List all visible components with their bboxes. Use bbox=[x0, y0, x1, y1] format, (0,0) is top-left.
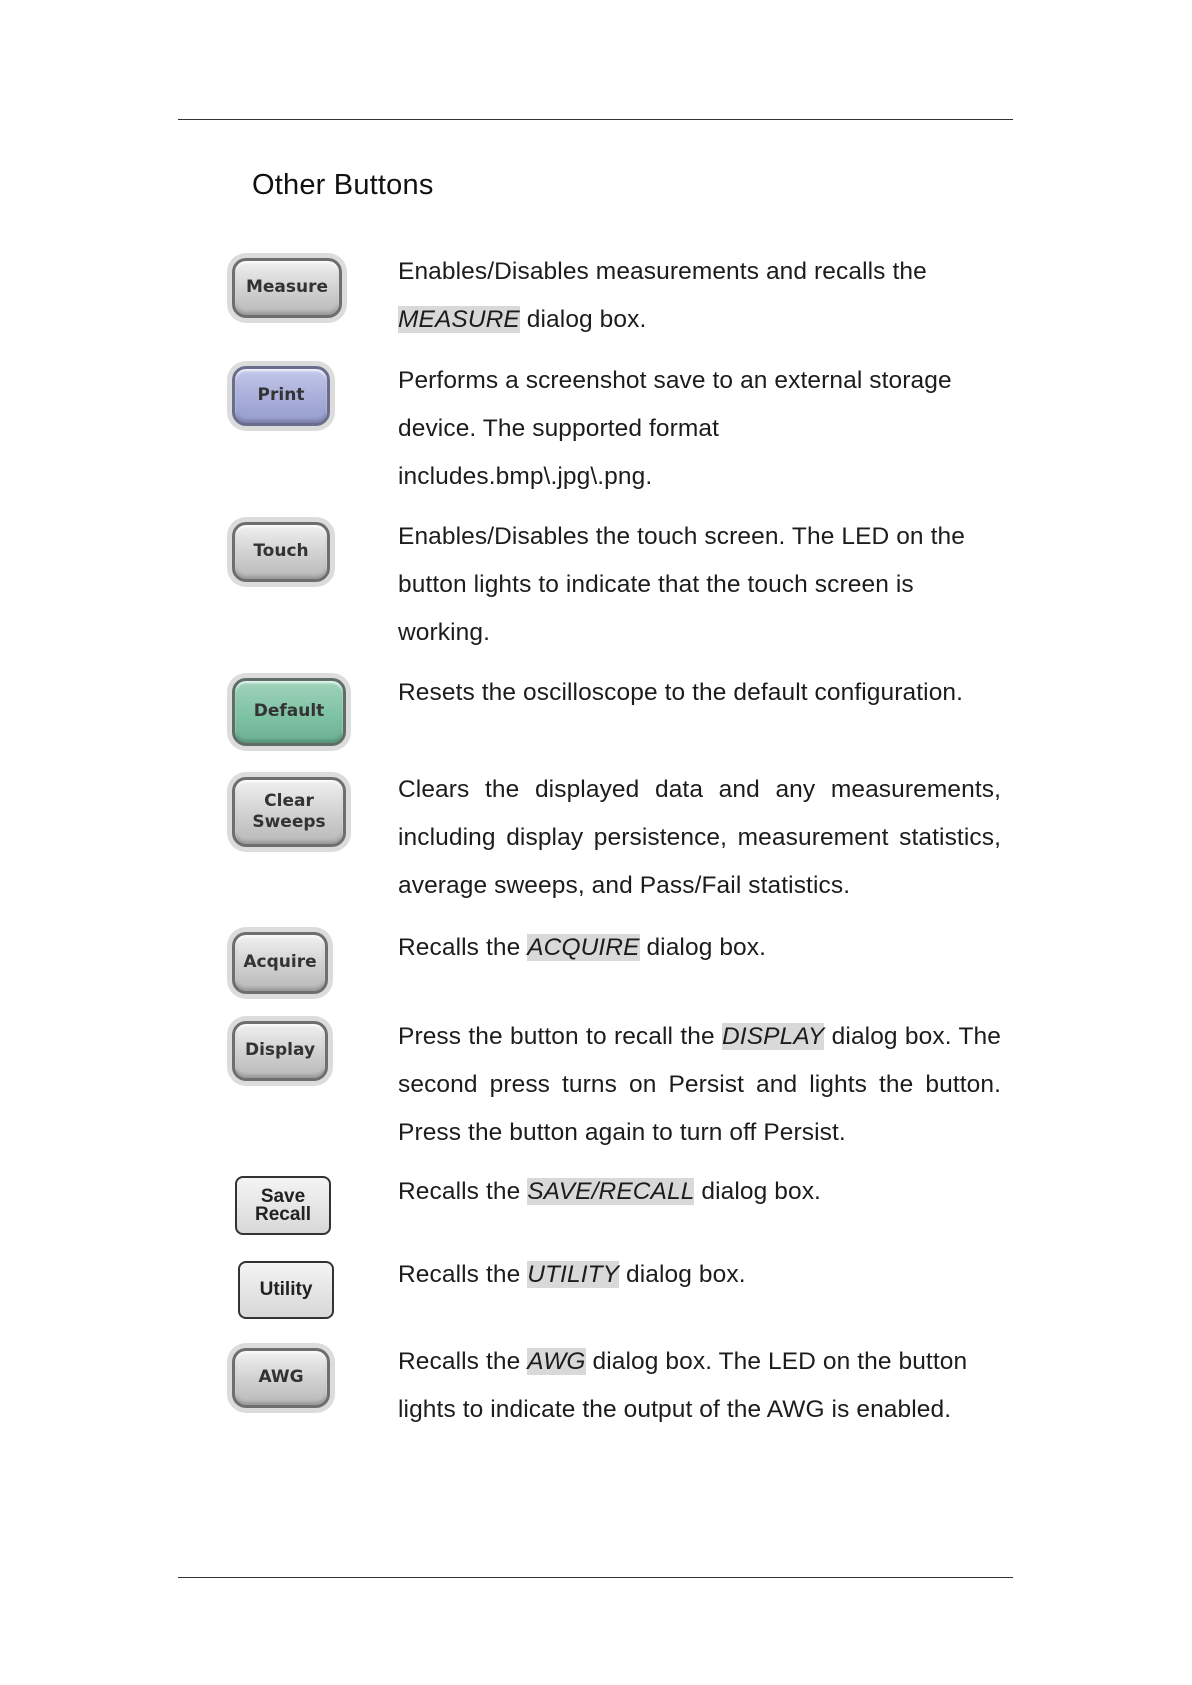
default-button-image: Default bbox=[232, 678, 346, 746]
save-recall-description: Recalls the SAVE/RECALL dialog box. bbox=[398, 1178, 821, 1205]
measure-dialog-term: MEASURE bbox=[398, 306, 520, 333]
acquire-dialog-term: ACQUIRE bbox=[527, 934, 640, 961]
save-recall-dialog-term: SAVE/RECALL bbox=[527, 1178, 695, 1205]
measure-description: Enables/Disables measurements and recalls the MEASURE dialog box. bbox=[398, 258, 927, 333]
footer-rule bbox=[178, 1577, 1013, 1578]
awg-description: Recalls the AWG dialog box. The LED on the button lights to indicate the output of the AWG is enabled. bbox=[398, 1348, 968, 1423]
awg-dialog-term: AWG bbox=[527, 1348, 586, 1375]
measure-button-image: Measure bbox=[232, 258, 342, 318]
utility-button-image: Utility bbox=[238, 1261, 334, 1319]
default-description: Resets the oscilloscope to the default configuration. bbox=[398, 679, 964, 706]
section-title: Other Buttons bbox=[252, 169, 434, 202]
acquire-description: Recalls the ACQUIRE dialog box. bbox=[398, 934, 767, 961]
print-button-image: Print bbox=[232, 366, 330, 426]
awg-button-image: AWG bbox=[232, 1348, 330, 1408]
acquire-button-image: Acquire bbox=[232, 932, 328, 994]
display-description: Press the button to recall the DISPLAY dialog box. The second press turns on Persist and lights the button. Press the button again to turn off Persist. bbox=[398, 1023, 1001, 1146]
display-button-image: Display bbox=[232, 1021, 328, 1081]
touch-description: Enables/Disables the touch screen. The LED on the button lights to indicate that the touch screen is working. bbox=[398, 523, 965, 646]
clear-sweeps-button-image: Clear Sweeps bbox=[232, 777, 346, 847]
print-description: Performs a screenshot save to an external storage device. The supported format includes.bmp\.jpg\.png. bbox=[398, 367, 952, 490]
touch-button-image: Touch bbox=[232, 522, 330, 582]
display-dialog-term: DISPLAY bbox=[722, 1023, 825, 1050]
header-rule bbox=[178, 119, 1013, 120]
utility-description: Recalls the UTILITY dialog box. bbox=[398, 1261, 746, 1288]
save-recall-button-image: Save Recall bbox=[235, 1176, 331, 1235]
utility-dialog-term: UTILITY bbox=[527, 1261, 620, 1288]
clear-sweeps-description: Clears the displayed data and any measurements, including display persistence, measurement statistics, average sweeps, and Pass/Fail statistics. bbox=[398, 776, 1001, 899]
